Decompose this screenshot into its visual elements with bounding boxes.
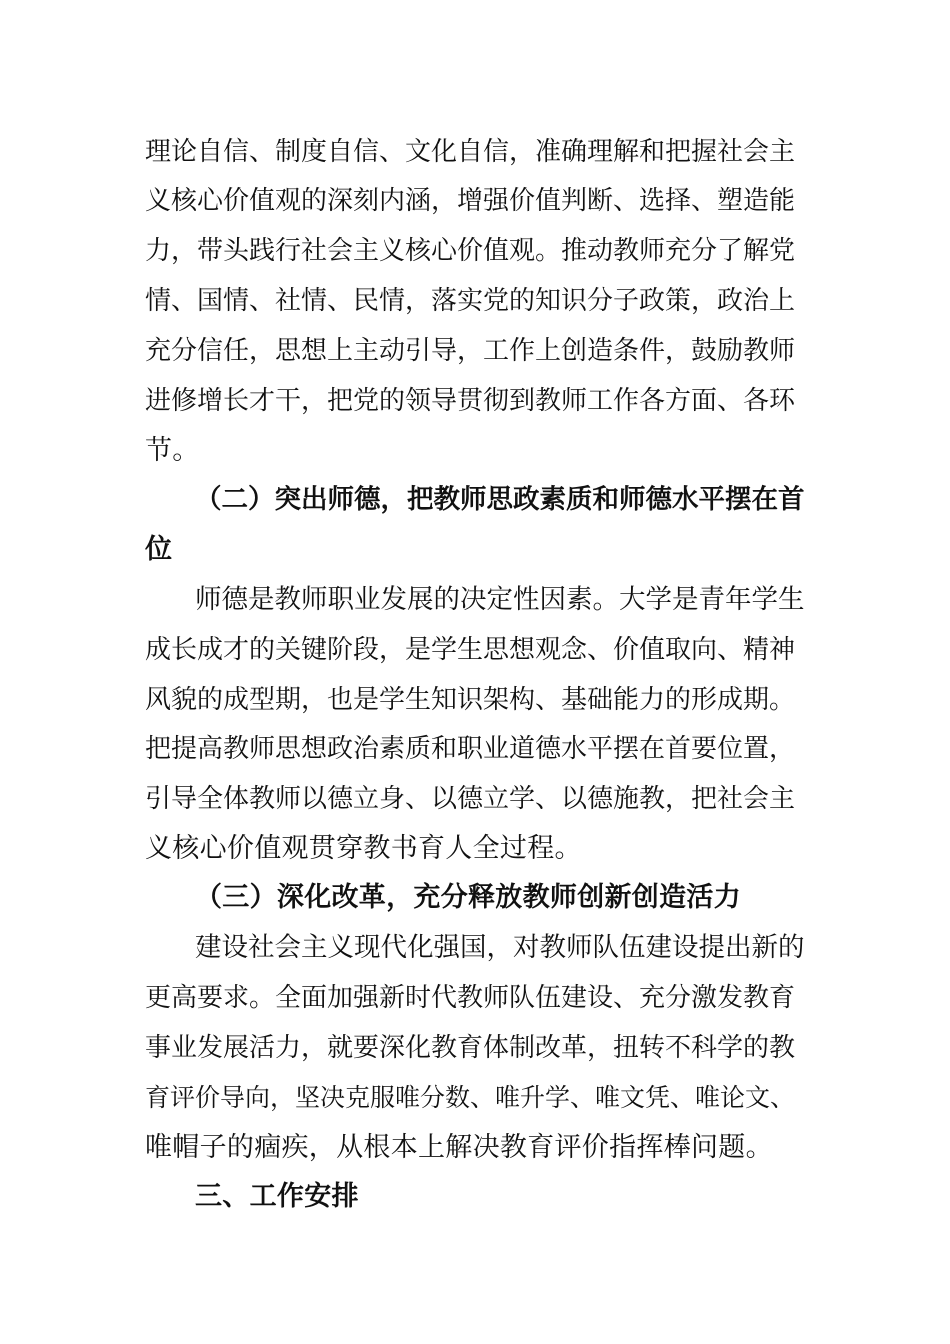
text-line: 义核心价值观贯穿教书育人全过程。 <box>145 833 582 864</box>
text-line: 更高要求。全面加强新时代教师队伍建设、充分激发教育 <box>145 983 796 1013</box>
text-line: 义核心价值观的深刻内涵，增强价值判断、选择、塑造能 <box>145 186 796 216</box>
text-line: 充分信任，思想上主动引导，工作上创造条件，鼓励教师 <box>145 336 796 366</box>
text-line: 理论自信、制度自信、文化自信，准确理解和把握社会主 <box>145 137 796 167</box>
text-line: 唯帽子的痼疾，从根本上解决教育评价指挥棒问题。 <box>145 1132 773 1163</box>
text-line: 力，带头践行社会主义核心价值观。推动教师充分了解党 <box>145 236 796 266</box>
text-line: 风貌的成型期，也是学生知识架构、基础能力的形成期。 <box>145 685 796 715</box>
text-line: 情、国情、社情、民情，落实党的知识分子政策，政治上 <box>145 286 796 316</box>
text-line: 把提高教师思想政治素质和职业道德水平摆在首要位置， <box>145 734 796 764</box>
text-line: 节。 <box>145 435 200 466</box>
subheading-3: （三）深化改革，充分释放教师创新创造活力 <box>195 882 741 913</box>
section-heading: 三、工作安排 <box>195 1181 359 1212</box>
text-line: 育评价导向，坚决克服唯分数、唯升学、唯文凭、唯论文、 <box>145 1083 796 1112</box>
text-line: 进修增长才干，把党的领导贯彻到教师工作各方面、各环 <box>145 386 796 416</box>
text-line: 引导全体教师以德立身、以德立学、以德施教，把社会主 <box>145 784 796 814</box>
text-line: 师德是教师职业发展的决定性因素。大学是青年学生 <box>195 584 805 615</box>
text-line: 成长成才的关键阶段，是学生思想观念、价值取向、精神 <box>145 635 796 665</box>
heading-line: （二）突出师德，把教师思政素质和师德水平摆在首 <box>195 484 805 515</box>
text-line: 建设社会主义现代化强国，对教师队伍建设提出新的 <box>195 932 805 963</box>
heading-line: 位 <box>145 534 173 565</box>
text-line: 事业发展活力，就要深化教育体制改革，扭转不科学的教 <box>145 1033 796 1063</box>
